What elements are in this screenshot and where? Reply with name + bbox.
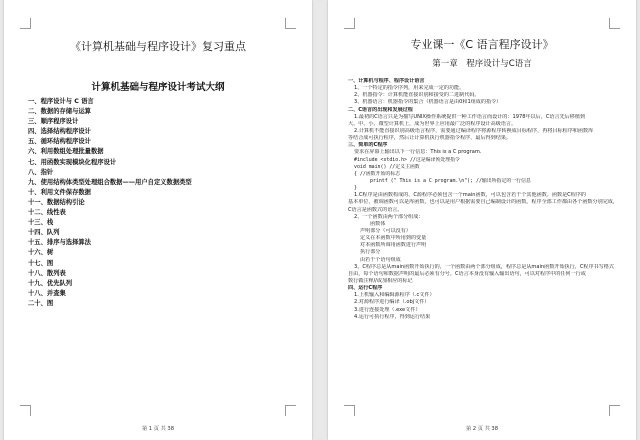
chapter-body xyxy=(348,78,618,321)
outline-item: 八、指针 xyxy=(28,168,54,176)
page-footer: 第 1 页 共 38 xyxy=(141,426,175,432)
outline-item: 九、使用结构体类型处理组合数据——用户自定义数据类型 xyxy=(28,178,192,186)
outline-item: 二、数据的存储与运算 xyxy=(28,108,91,116)
text-line: 对本函数所调用函数进行声明 xyxy=(360,242,427,249)
crop-mark-bottom-left xyxy=(20,405,31,416)
outline-item: 十七、图 xyxy=(28,259,54,267)
text-line: 等结合成可执行程序，然后让计算机执行机器指令程序，最后得到结果。 xyxy=(348,135,512,142)
crop-mark-bottom-left xyxy=(344,405,355,416)
outline-item: 六、利用数组处理批量数据 xyxy=(28,148,104,156)
document-page-1 xyxy=(4,0,312,440)
crop-mark-bottom-right xyxy=(285,405,296,416)
outline-item: 十八、并查集 xyxy=(28,289,66,297)
outline-item: 十、利用文件保存数据 xyxy=(28,188,91,196)
outline-list xyxy=(28,97,192,309)
text-line: 4.运行可执行程序，得到运行结果 xyxy=(354,313,431,320)
outline-item: 十四、队列 xyxy=(28,229,60,237)
crop-mark-top-left xyxy=(20,18,31,29)
code-line: #include <stdio.h> //这是编译预处理指令 xyxy=(354,156,460,163)
text-line: 基本单位，被调函数可以是库函数，也可以是用户根据需要自己编制设计的函数。程序全部工作都由各个函数分别完成， xyxy=(348,199,618,206)
text-line: 1.最初的C语言只是为描写UNIX操作系统提供一种工作语言而设计的：1978年以后，C语言先后移植到 xyxy=(354,113,586,120)
text-line: 大、中、小、微型计算机上，成为世界上应用最广泛的程序设计高级语言。 xyxy=(348,120,517,127)
page-footer: 第 2 页 共 38 xyxy=(465,426,499,432)
text-line: 定义在本函数中所用到的变量 xyxy=(360,235,427,242)
outline-item: 二十、图 xyxy=(28,299,54,307)
crop-mark-bottom-right xyxy=(609,405,620,416)
crop-mark-top-left xyxy=(344,18,355,29)
outline-item: 十五、排序与选择算法 xyxy=(28,239,91,247)
page-title: 《计算机基础与程序设计》复习重点 xyxy=(70,40,246,53)
text-line: 1.上机输入和编辑源程序（.c文件） xyxy=(354,292,435,299)
text-line: 执行部分 xyxy=(360,249,381,256)
crop-mark-top-right xyxy=(285,18,296,29)
code-line: void main() //定义主函数 xyxy=(354,163,420,170)
text-line: 1、一个特定的指令序列，用来完成一定的功能。 xyxy=(354,85,465,92)
outline-item: 十二、线性表 xyxy=(28,209,66,217)
text-line: 函数体 xyxy=(370,220,386,227)
text-line: 自由，每个语句和数据声明的最后必须有分号。C语言本身没有输入输出语句，可以对程序中的任何一行或 xyxy=(348,270,586,277)
text-line: C语言是函数式的语言。 xyxy=(348,206,403,213)
text-line: 3、机器语言：机器指令的集合（机器语言是由0和1组成的指令） xyxy=(354,99,502,106)
text-line: 2、一个函数由两个部分组成： xyxy=(354,213,424,220)
crop-mark-top-right xyxy=(609,18,620,29)
section-heading: 一、计算机与程序、程序设计语言 xyxy=(348,78,425,84)
text-line: 要求在屏幕上输出以下一行信息：This is a C program. xyxy=(354,149,482,156)
outline-item: 十六、树 xyxy=(28,249,54,257)
outline-item: 一、程序设计与 C 语言 xyxy=(28,98,94,105)
text-line: 由若干个语句组成 xyxy=(360,256,401,263)
text-line: 声明部分（可以没有） xyxy=(360,227,411,234)
outline-item: 十九、优先队列 xyxy=(28,279,73,287)
outline-item: 十三、栈 xyxy=(28,219,54,227)
code-line: printf (" This is a C program.\n"); //输出所指定的一行信息 xyxy=(370,177,531,184)
code-line: } xyxy=(354,185,357,192)
outline-item: 十一、数据结构引论 xyxy=(28,198,85,206)
code-line: { //函数开始的标志 xyxy=(354,170,401,177)
page-title: 专业课一《C 语言程序设计》 xyxy=(410,38,554,51)
outline-item: 十八、散列表 xyxy=(28,269,66,277)
outline-item: 七、用函数实现模块化程序设计 xyxy=(28,158,117,166)
outline-item: 四、选择结构程序设计 xyxy=(28,128,91,136)
outline-item: 五、循环结构程序设计 xyxy=(28,138,91,146)
chapter-heading: 第一章 程序设计与C语言 xyxy=(432,59,532,69)
text-line: 3、C程序总是从main函数开始执行的，一个函数由两个部分组成，程序总是从main函数开始执行，C程序书写格式 xyxy=(354,263,614,270)
outline-heading: 计算机基础与程序设计考试大纲 xyxy=(91,82,225,93)
text-line: 2.计算机不能直接识别高级语言程序，需要通过编译程序将源程序转换成目标程序，再将目标程序和函数库 xyxy=(354,127,594,134)
section-heading: 四、运行C程序 xyxy=(348,285,383,292)
document-page-2 xyxy=(328,0,636,440)
text-line: 2.对源程序进行编译（.obj文件） xyxy=(354,299,430,306)
text-line: 1.C程序是由函数构成的，C源程序必须包含一个main函数，可以包含若干个其他函数。函数是C程序的 xyxy=(354,192,587,199)
outline-item: 三、顺序程序设计 xyxy=(28,118,79,126)
text-line: 数行做注释//或加相应的标记 xyxy=(348,277,413,284)
section-heading: 二、C语言的出现和发展过程 xyxy=(348,106,413,113)
text-line: 2、机器指令：计算机能直接识别和接受的二进制代码。 xyxy=(354,92,480,99)
section-heading: 三、简单的C程序 xyxy=(348,142,388,149)
text-line: 3.进行连接处理（.exe文件） xyxy=(354,306,421,313)
